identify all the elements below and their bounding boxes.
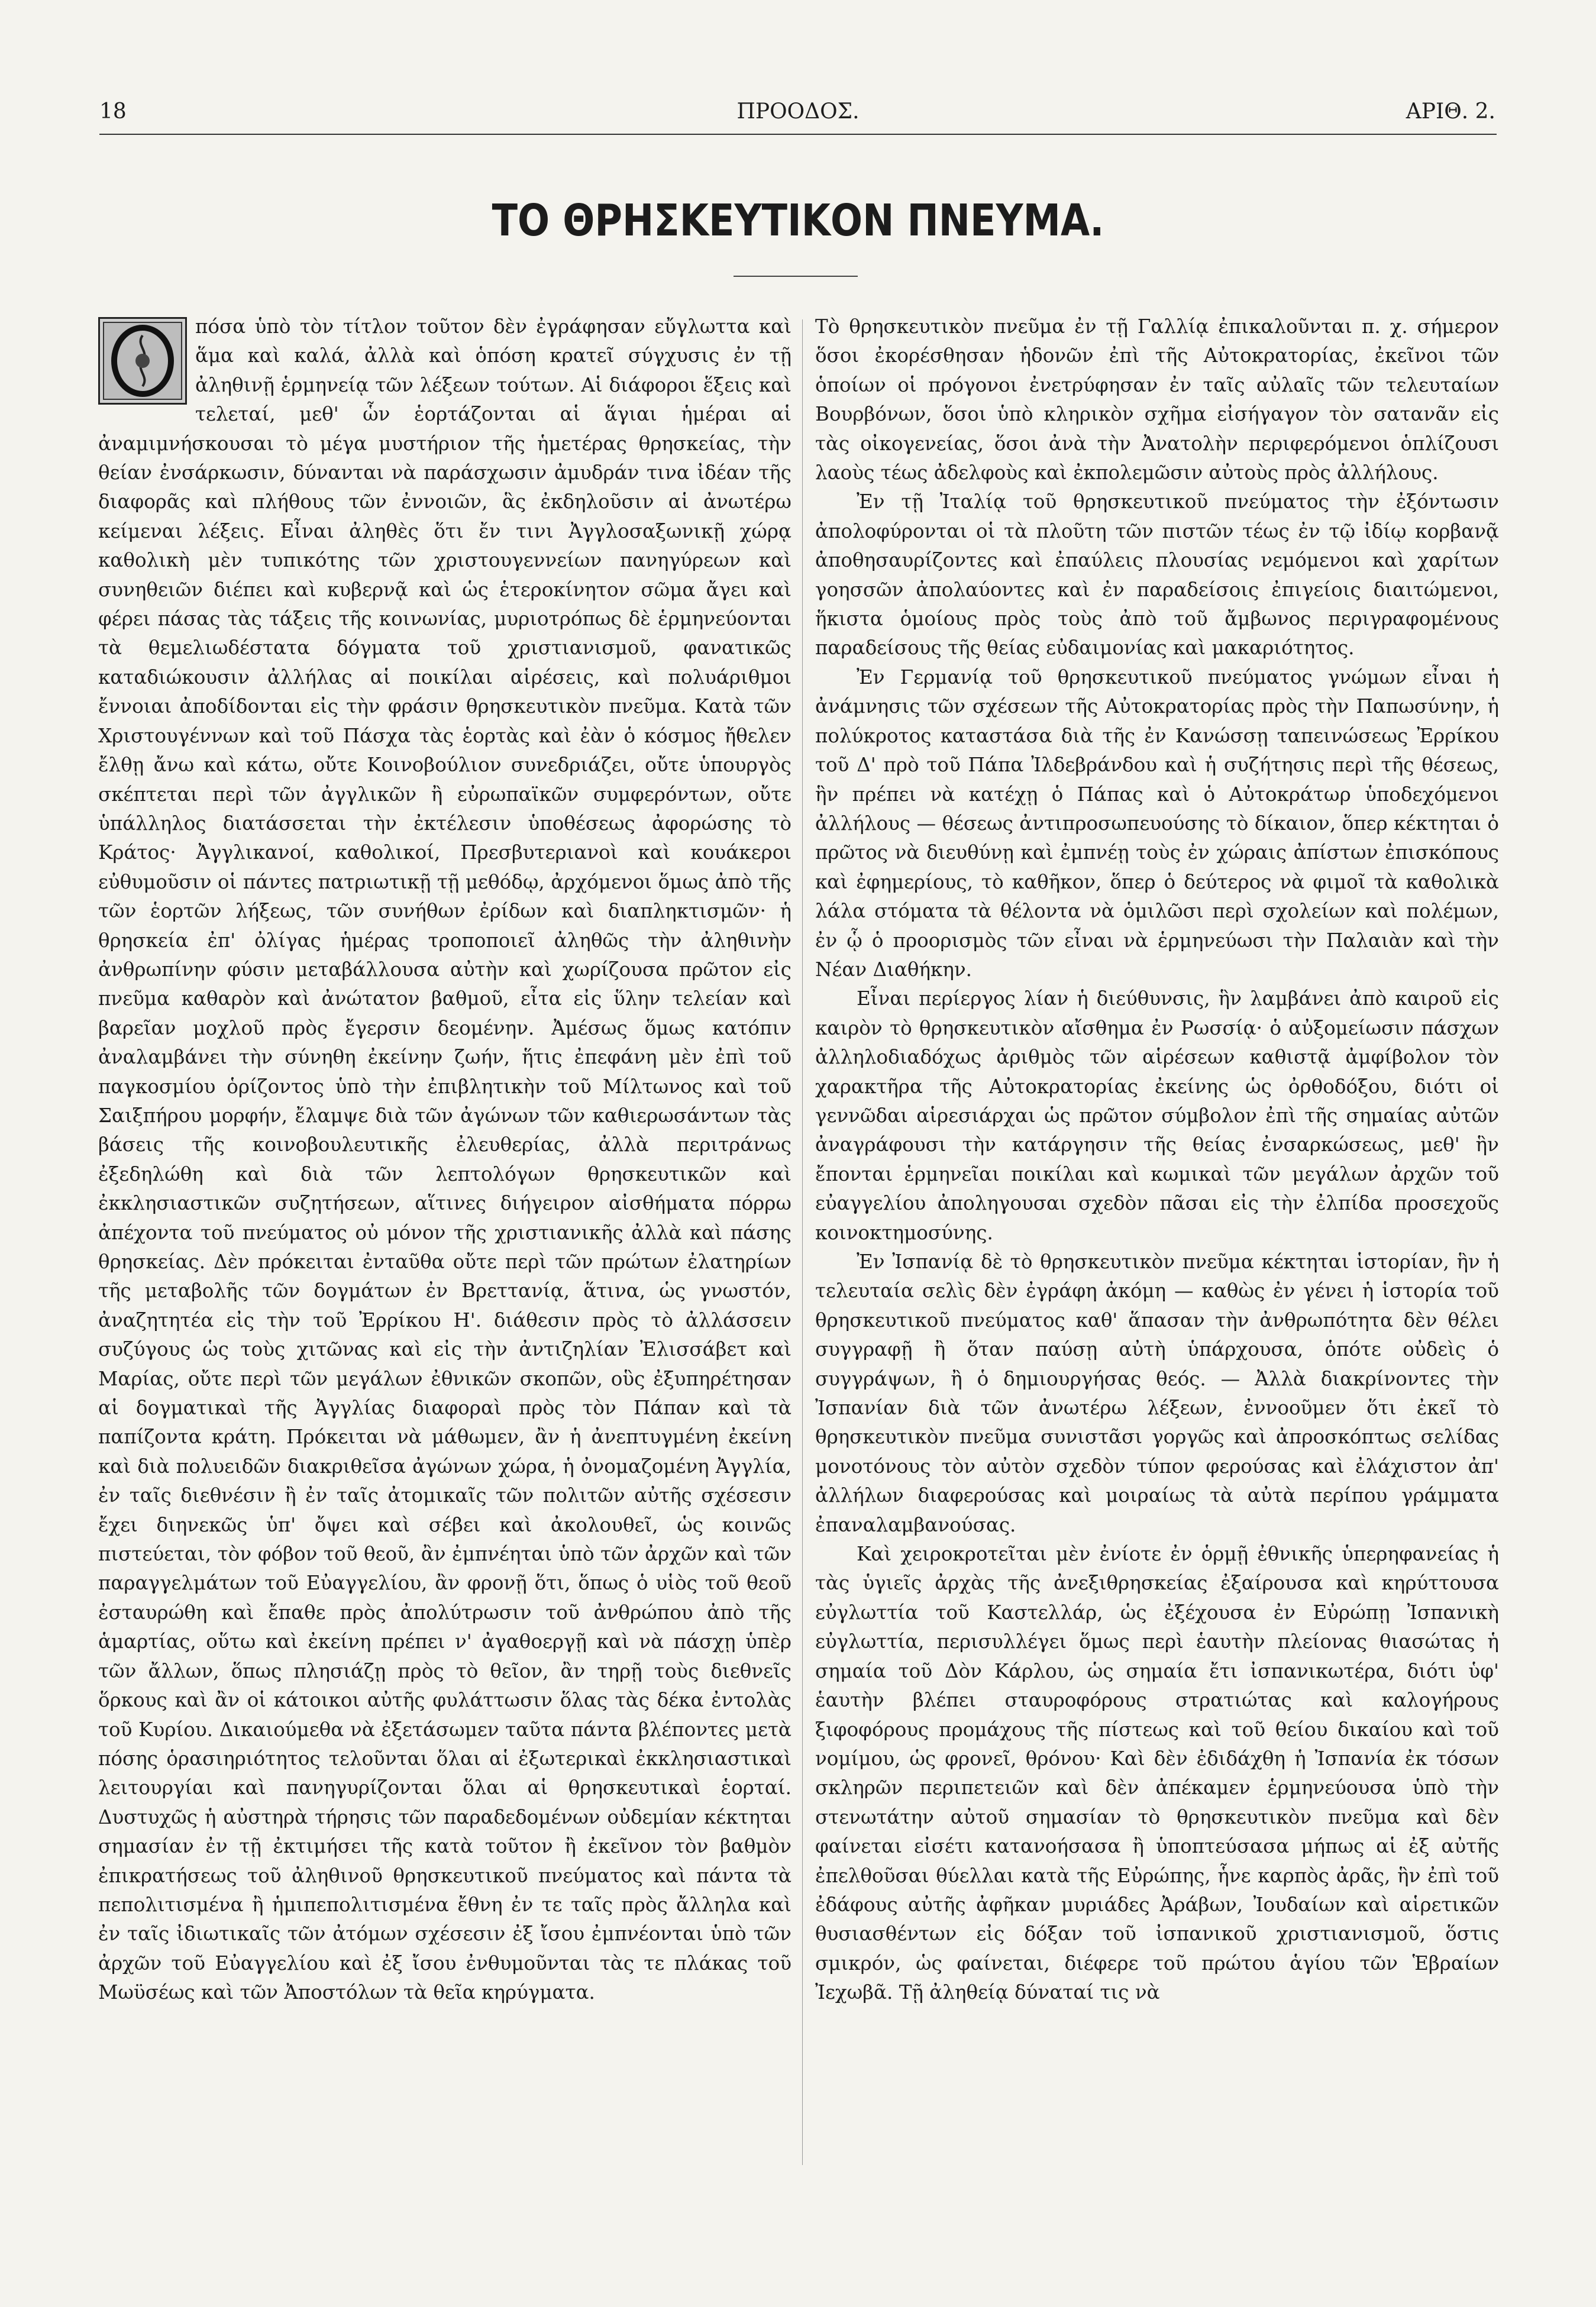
right-paragraph: Εἶναι περίεργος λίαν ἡ διεύθυνσις, ἣν λαμβάνει ἀπὸ καιροῦ εἰς καιρὸν τὸ θρησκευτικὸν αἴσθημα ἐν Ρωσσίᾳ· ὁ αὐξομείωσιν πάσχων ἀλληλοδιαδόχως ἀριθμὸς τῶν αἱρέσεων καθιστᾷ ἀμφίβολον τὸν χαρακτῆρα τῆς Αὐτοκρατορίας ἐκείνης ὡς ὀρθοδόξου, διότι οἱ γεννῶδαι αἱρεσιάρχαι ὡς πρῶτον σύμβολον ἐπὶ τῆς σημαίας αὐτῶν ἀναγράφουσι τὴν κατάργησιν τῆς θείας ἐνσαρκώσεως, μεθ' ἣν ἔπονται ἑρμηνεῖαι ποικίλαι καὶ κωμικαὶ τῶν μεγάλων ἀρχῶν τοῦ εὐαγγελίου ἀποληγουσαι σχεδὸν πᾶσαι εἰς τὴν ἐλπίδα προσεχοῦς κοινοκτημοσύνης. [815, 987, 1499, 1244]
right-paragraph: Καὶ χειροκροτεῖται μὲν ἐνίοτε ἐν ὁρμῇ ἐθνικῆς ὑπερηφανείας ἡ τὰς ὑγιεῖς ἀρχὰς τῆς ἀνεξιθρησκείας ἐξαίρουσα καὶ κηρύττουσα εὐγλωττία τοῦ Καστελλάρ, ὡς ἐξέχουσα ἐν Εὐρώπῃ Ἰσπανικὴ εὐγλωττία, περισυλλέγει ὅμως περὶ ἑαυτὴν πλείονας θιασώτας ἡ σημαία τοῦ Δὸν Κάρλου, ὡς σημαία ἔτι ἰσπανικωτέρα, διότι ὑφ' ἑαυτὴν βλέπει σταυροφόρους στρατιώτας καὶ καλογήρους ξιφοφόρους προμάχους τῆς πίστεως καὶ τοῦ θείου δικαίου καὶ τοῦ νομίμου, ὡς φρονεῖ, θρόνου· Καὶ δὲν ἐδιδάχθη ἡ Ἰσπανία ἐκ τόσων σκληρῶν περιπετειῶν καὶ δὲν ἀπέκαμεν ἑρμηνεύουσα ὑπὸ τὴν στενωτάτην αὐτοῦ σημασίαν τὸ θρησκευτικὸν πνεῦμα καὶ δὲν φαίνεται εἰσέτι κατανοήσασα ἢ ὑποπτεύσασα μήπως αἱ ἐξ αὐτῆς ἐπελθοῦσαι θύελλαι κατὰ τῆς Εὐρώπης, ἧνε καρπὸς ἀρᾶς, ἣν ἐπὶ τοῦ ἐδάφους αὐτῆς ἀφῆκαν μυριάδες Ἀράβων, Ἰουδαίων καὶ αἱρετικῶν θυσιασθέντων εἰς δόξαν τοῦ ἰσπανικοῦ χριστιανισμοῦ, ὅστις σμικρόν, ὡς φαίνεται, διέφερε τοῦ πρώτου ἁγίου τῶν Ἑβραίων Ἰεχωβᾶ. Τῇ ἀληθείᾳ δύναταί τις νὰ [815, 1543, 1499, 2004]
column-divider [802, 319, 803, 2165]
header-rule [99, 134, 1497, 135]
right-paragraph: Ἐν Ἰσπανίᾳ δὲ τὸ θρησκευτικὸν πνεῦμα κέκτηται ἱστορίαν, ἣν ἡ τελευταία σελὶς δὲν ἐγράφη ἀκόμη — καθὼς ἐν γένει ἡ ἱστορία τοῦ θρησκευτικοῦ πνεύματος καθ' ἅπασαν τὴν ἀνθρωπότητα δὲν θέλει συγγραφῇ ἢ ὅταν παύσῃ αὐτὴ ὑπάρχουσα, ὁπότε οὐδεὶς ὁ συγγράψων, ἢ ὁ δημιουργήσας θεός. — Ἀλλὰ διακρίνοντες τὴν Ἰσπανίαν διὰ τῶν ἀνωτέρω λέξεων, ἐννοοῦμεν ὅτι ἐκεῖ τὸ θρησκευτικὸν πνεῦμα συνιστᾶσι γοργῶς καὶ ἀπροσκόπτως σελίδας μονοτόνους τὸν αὐτὸν σχεδὸν τύπον φερούσας καὶ ἐλάχιστον ἀπ' ἀλλήλων διαφερούσας καὶ μοιραίως τὰ αὐτὰ περίπου γράμματα ἐπαναλαμβανούσας. [815, 1251, 1499, 1536]
page-number: 18 [99, 99, 127, 124]
drop-cap-ornament [98, 317, 187, 405]
article-title: ΤΟ ΘΡΗΣΚΕΥΤΙΚΟΝ ΠΝΕΥΜΑ. [492, 195, 1104, 246]
right-paragraph: Ἐν τῇ Ἰταλίᾳ τοῦ θρησκευτικοῦ πνεύματος τὴν ἐξόντωσιν ἀπολοφύρονται οἱ τὰ πλοῦτη τῶν πιστῶν τέως ἐν τῷ ἰδίῳ κορβανᾷ ἀποθησαυρίζοντες καὶ ἐπαύλεις πλουσίας νεμόμενοι καὶ χαρίτων γοησσῶν ἀπολαύοντες καὶ ἐν παραδείσοις ἐπιγείοις διαιτώμενοι, ἥκιστα ὁμοίους πρὸς τοὺς ἀπὸ τοῦ ἄμβωνος περιγραφομένους παραδείσους τῆς θείας εὐδαιμονίας καὶ μακαριότητος. [815, 490, 1499, 660]
issue-number: ΑΡΙΘ. 2. [1406, 99, 1495, 124]
right-paragraph: Τὸ θρησκευτικὸν πνεῦμα ἐν τῇ Γαλλίᾳ ἐπικαλοῦνται π. χ. σήμερον ὅσοι ἐκορέσθησαν ἡδονῶν ἐπὶ τῆς Αὐτοκρατορίας, ἐκεῖνοι τῶν ὁποίων οἱ πρόγονοι ἐνετρύφησαν ἐν ταῖς αὐλαῖς τῶν τελευταίων Βουρβόνων, ὅσοι ὑπὸ κληρικὸν σχῆμα εἰσήγαγον τὸν σατανᾶν εἰς τὰς οἰκογενείας, ὅσοι ἀνὰ τὴν Ἀνατολὴν περιφερόμενοι ὁπλίζουσι λαοὺς τέως ἀδελφοὺς καὶ ἐκπολεμῶσιν αὐτοὺς πρὸς ἀλλήλους. [815, 315, 1499, 484]
right-paragraph: Ἐν Γερμανίᾳ τοῦ θρησκευτικοῦ πνεύματος γνώμων εἶναι ἡ ἀνάμνησις τῶν σχέσεων τῆς Αὐτοκρατορίας πρὸς τὴν Παπωσύνην, ἡ πολύκροτος καταστάσα διὰ τῆς ἐν Κανώσσῃ ταπεινώσεως Ἐρρίκου τοῦ Δ' πρὸ τοῦ Πάπα Ἰλδεβράνδου καὶ ἡ συζήτησις περὶ τῆς θέσεως, ἣν πρέπει νὰ κατέχῃ ὁ Πάπας καὶ ὁ Αὐτοκράτωρ ὑποδεχόμενοι ἀλλήλους — θέσεως ἀντιπροσωπευούσης τὸ δίκαιον, ὅπερ κέκτηται ὁ πρῶτος νὰ διευθύνῃ καὶ ἐμπνέῃ τοὺς ἐν χώραις ἀπίστων ἐπισκόπους καὶ ἐφημερίους, τὸ καθῆκον, ὅπερ ὁ δεύτερος νὰ φιμοῖ τὰ καθολικὰ λάλα στόματα τὰ θέλοντα νὰ ὁμιλῶσι περὶ σχολείων καὶ πολέμων, ἐν ᾧ ὁ προορισμὸς τῶν εἶναι νὰ ἑρμηνεύωσι τὴν Παλαιὰν καὶ τὴν Νέαν Διαθήκην. [815, 665, 1499, 981]
title-rule [734, 276, 858, 277]
right-column [815, 312, 1499, 2008]
left-column [98, 312, 791, 2008]
journal-name: ΠΡΟΟΔΟΣ. [736, 99, 860, 124]
left-paragraph: πόσα ὑπὸ τὸν τίτλον τοῦτον δὲν ἐγράφησαν εὔγλωττα καὶ ἅμα καὶ καλά, ἀλλὰ καὶ ὁπόση κρατεῖ σύγχυσις ἐν τῇ ἀληθινῇ ἑρμηνείᾳ τῶν λέξεων τούτων. Αἱ διάφοροι ἕξεις καὶ τελεταί, μεθ' ὧν ἑορτάζονται αἱ ἅγιαι ἡμέραι αἱ ἀναμιμνήσκουσαι τὸ μέγα μυστήριον τῆς ἡμετέρας θρησκείας, τὴν θείαν ἐνσάρκωσιν, δύνανται νὰ παράσχωσιν ἀμυδράν τινα ἰδέαν τῆς διαφορᾶς καὶ πλήθους τῶν ἐννοιῶν, ἃς ἐκδηλοῦσιν αἱ ἀνωτέρω κείμεναι λέξεις. Εἶναι ἀληθὲς ὅτι ἔν τινι Ἀγγλοσαξωνικῇ χώρᾳ καθολικὴ μὲν τυπικότης τῶν χριστουγεννείων πανηγύρεων καὶ συνηθειῶν διέπει καὶ κυβερνᾷ καὶ ὡς ἑτεροκίνητον σῶμα ἄγει καὶ φέρει πάσας τὰς τάξεις τῆς κοινωνίας, μυριοτρόπως δὲ ἑρμηνεύονται τὰ θεμελιωδέστατα δόγματα τοῦ χριστιανισμοῦ, φανατικῶς καταδιώκουσιν ἀλλήλας αἱ ποικίλαι αἱρέσεις, καὶ πολυάριθμοι ἔννοιαι ἀποδίδονται εἰς τὴν φράσιν θρησκευτικὸν πνεῦμα. Κατὰ τῶν Χριστουγέννων καὶ τοῦ Πάσχα τὰς ἑορτὰς καὶ ἐὰν ὁ κόσμος ἤθελεν ἔλθῃ ἄνω καὶ κάτω, οὔτε Κοινοβούλιον συνεδριάζει, οὔτε ὑπουργὸς σκέπτεται περὶ τῶν ἀγγλικῶν ἢ εὐρωπαϊκῶν συμφερόντων, οὔτε ὑπάλληλος διατάσσεται τὴν ἐκτέλεσιν ὑποθέσεως ἀφορώσης τὸ Κράτος· Ἀγγλικανοί, καθολικοί, Πρεσβυτεριανοὶ καὶ κουάκεροι εὐθυμοῦσιν οἱ πάντες πατριωτικῇ τῇ μεθόδῳ, ἀρχόμενοι ὅμως ἀπὸ τῆς τῶν ἑορτῶν λήξεως, τῶν συνήθων ἐρίδων καὶ διαπληκτισμῶν· ἡ θρησκεία ἐπ' ὀλίγας ἡμέρας τροποποιεῖ ἀληθῶς τὴν ἀληθινὴν ἀνθρωπίνην φύσιν μεταβάλλουσα αὐτὴν καὶ χωρίζουσα πρῶτον εἰς πνεῦμα καθαρὸν καὶ ἀνώτατον βαθμοῦ, εἶτα εἰς ὕλην τελείαν καὶ βαρεῖαν μοχλοῦ πρὸς ἔγερσιν δεομένην. Ἀμέσως ὅμως κατόπιν ἀναλαμβάνει τὴν σύνηθη ἐκείνην ζωήν, ἥτις ἐπεφάνη μὲν ἐπὶ τοῦ παγκοσμίου ὁρίζοντος ὑπὸ τὴν ἐπιβλητικὴν τοῦ Μίλτωνος καὶ τοῦ Σαιξπήρου μορφήν, ἔλαμψε διὰ τῶν ἀγώνων τῶν καθιερωσάντων τὰς βάσεις τῆς κοινοβουλευτικῆς ἐλευθερίας, ἀλλὰ περιτράνως ἐξεδηλώθη καὶ διὰ τῶν λεπτολόγων θρησκευτικῶν καὶ ἐκκλησιαστικῶν συζητήσεων, αἵτινες διήγειρον αἰσθήματα πόρρω ἀπέχοντα τοῦ πνεύματος οὐ μόνον τῆς χριστιανικῆς ἀλλὰ καὶ πάσης θρησκείας. Δὲν πρόκειται ἐνταῦθα οὔτε περὶ τῶν πρώτων ἐλατηρίων τῆς μεταβολῆς τῶν δογμάτων ἐν Βρεττανίᾳ, ἅτινα, ὡς γνωστόν, ἀναζητητέα εἰς τὴν τοῦ Ἐρρίκου Η'. διάθεσιν πρὸς τὸ ἀλλάσσειν συζύγους ὡς τοὺς χιτῶνας καὶ εἰς τὴν ἀντιζηλίαν Ἐλισσάβετ καὶ Μαρίας, οὔτε περὶ τῶν μεγάλων ἐθνικῶν σκοπῶν, οὓς ἐξυπηρέτησαν αἱ δογματικαὶ τῆς Ἀγγλίας διαφοραὶ πρὸς τὸν Πάπαν καὶ τὰ παπίζοντα κράτη. Πρόκειται νὰ μάθωμεν, ἂν ἡ ἀνεπτυγμένη ἐκείνη καὶ διὰ πολυειδῶν διακριθεῖσα ἀγώνων χώρα, ἡ ὀνομαζομένη Ἀγγλία, ἐν ταῖς διεθνέσιν ἢ ἐν ταῖς ἀτομικαῖς τῶν πολιτῶν αὐτῆς σχέσεσιν ἔχει διηνεκῶς ὑπ' ὄψει καὶ σέβει καὶ ἀκολουθεῖ, ὡς κοινῶς πιστεύεται, τὸν φόβον τοῦ θεοῦ, ἂν ἐμπνέηται ὑπὸ τῶν ἀρχῶν καὶ τῶν παραγγελμάτων τοῦ Εὐαγγελίου, ἂν φρονῇ ὅτι, ὅπως ὁ υἱὸς τοῦ θεοῦ ἐσταυρώθη καὶ ἔπαθε πρὸς ἀπολύτρωσιν τοῦ ἀνθρώπου ἀπὸ τῆς ἁμαρτίας, οὕτω καὶ ἐκείνη πρέπει ν' ἀγαθοεργῇ καὶ νὰ πάσχῃ ὑπὲρ τῶν ἄλλων, ὅπως πλησιάζῃ πρὸς τὸ θεῖον, ἂν τηρῇ τοὺς διεθνεῖς ὅρκους καὶ ἂν οἱ κάτοικοι αὐτῆς φυλάττωσιν ὅλας τὰς δέκα ἐντολὰς τοῦ Κυρίου. Δικαιούμεθα νὰ ἐξετάσωμεν ταῦτα πάντα βλέποντες μετὰ πόσης ὁρασιηριότητος τελοῦνται ὅλαι αἱ ἐξωτερικαὶ ἐκκλησιαστικαὶ λειτουργίαι καὶ πανηγυρίζονται ὅλαι αἱ θρησκευτικαὶ ἑορταί. Δυστυχῶς ἡ αὐστηρὰ τήρησις τῶν παραδεδομένων οὐδεμίαν κέκτηται σημασίαν ἐν τῇ ἐκτιμήσει τῆς κατὰ τοῦτον ἢ ἐκεῖνον τὸν βαθμὸν ἐπικρατήσεως τοῦ ἀληθινοῦ θρησκευτικοῦ πνεύματος καὶ πάντα τὰ πεπολιτισμένα ἢ ἡμιπεπολιτισμένα ἔθνη ἐν τε ταῖς πρὸς ἄλληλα καὶ ἐν ταῖς ἰδιωτικαῖς τῶν ἀτόμων σχέσεσιν ἐξ ἴσου ἐμπνέονται ὑπὸ τῶν ἀρχῶν τοῦ Εὐαγγελίου καὶ ἐξ ἴσου ἐνθυμοῦνται τὰς τε πλάκας τοῦ Μωϋσέως καὶ τῶν Ἀποστόλων τὰ θεῖα κηρύγματα. [98, 315, 791, 2004]
